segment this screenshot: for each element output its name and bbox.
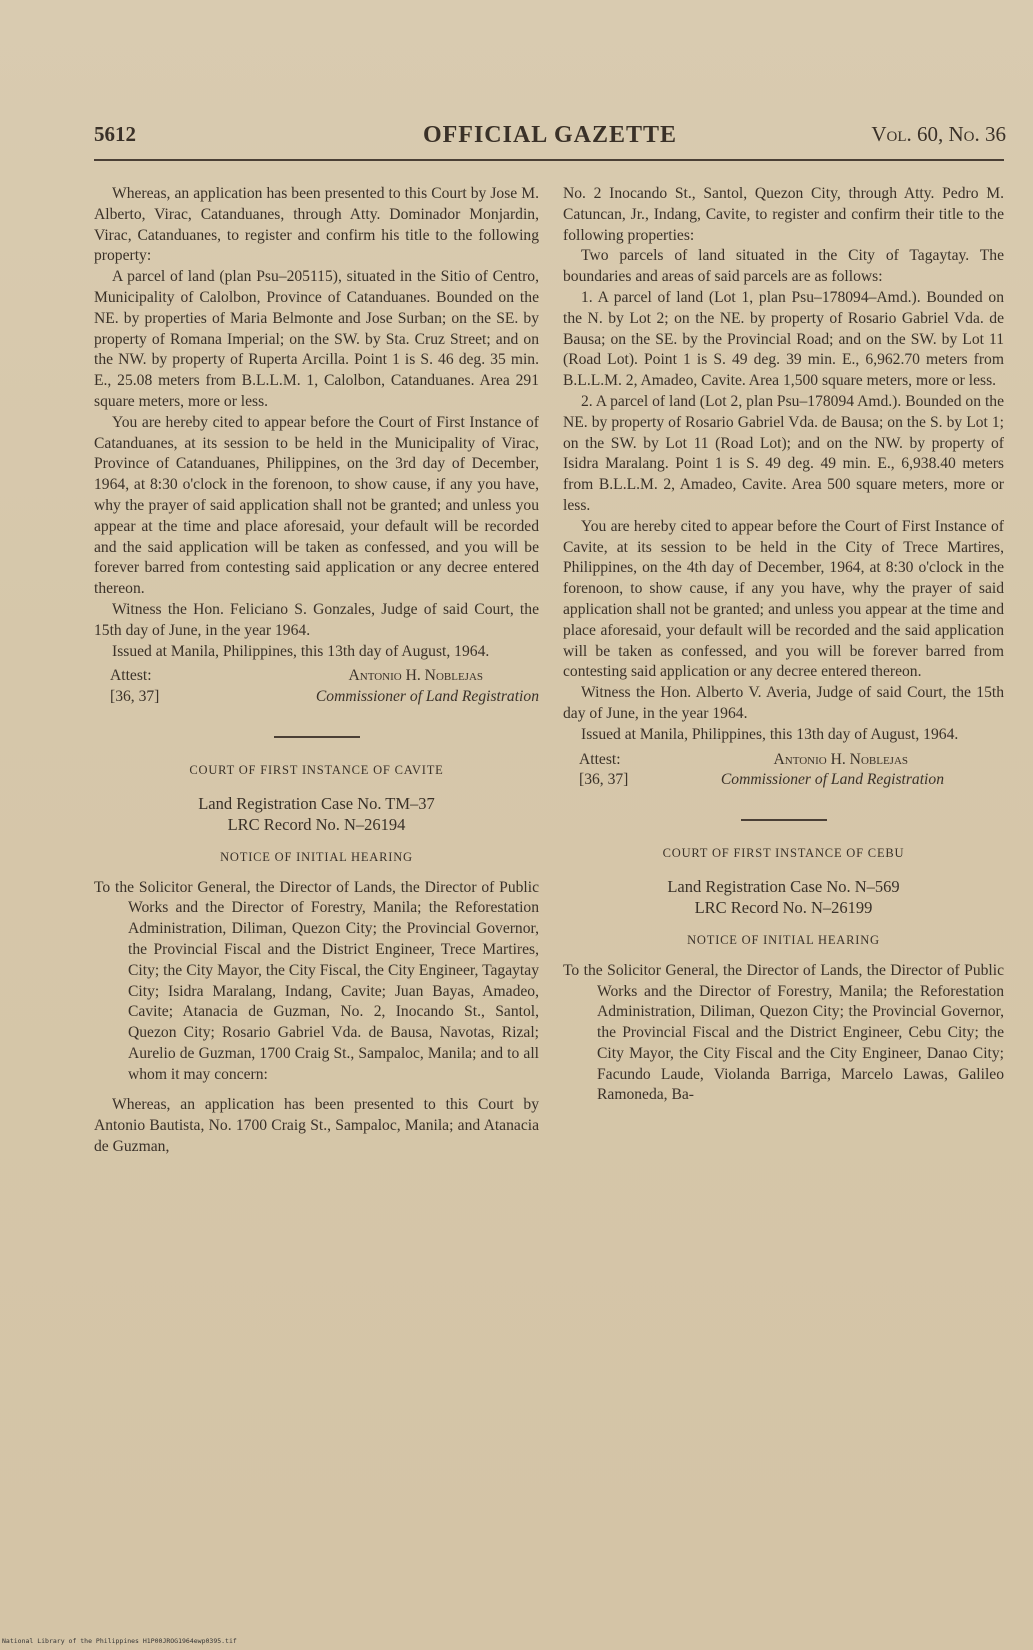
case-number: Land Registration Case No. TM–37 — [198, 793, 435, 813]
attest-ref: [36, 37] — [110, 688, 160, 706]
page-number: 5612 — [94, 122, 136, 146]
record-number: LRC Record No. N–26199 — [694, 897, 873, 917]
volume-number: Vol. 60, No. 36 — [871, 122, 1006, 146]
paragraph: Witness the Hon. Alberto V. Averia, Judge of said Court, the 15th day of June, in the year 1964. — [563, 684, 1004, 722]
section-divider — [274, 736, 360, 738]
paragraph: You are hereby cited to appear before the Court of First Instance of Catanduanes, at its session to be held in the Municipality of Virac, Province of Catanduanes, Philippines, on the 3rd day of December, 1964, at 8:30 o'clock in the forenoon, to show cause, if any you have, why the prayer of said application shall not be granted; and unless you appear at the time and place aforesaid, your default will be recorded and the said application will be taken as confessed, and you will be forever barred from contesting said application or any decree entered thereon. — [94, 413, 539, 598]
paragraph: You are hereby cited to appear before the Court of First Instance of Cavite, at its session to be held in the City of Trece Martires, Philippines, on the 4th day of December, 1964, at 8:30 o'clock in the forenoon, to show cause, if any you have, why the prayer of said application shall not be granted; and unless you appear at the time and place aforesaid, your default will be recorded and the said application will be taken as confessed, and you will be forever barred from contesting said application or any decree entered thereon. — [563, 517, 1004, 681]
attest-label: Attest: — [110, 667, 152, 685]
attestation — [563, 750, 1004, 792]
page-header — [94, 122, 1006, 152]
case-number: Land Registration Case No. N–569 — [667, 876, 900, 896]
paragraph: Whereas, an application has been presented to this Court by Antonio Bautista, No. 1700 Craig St., Sampaloc, Manila; and Atanacia de Guzman, — [94, 1096, 539, 1156]
paragraph: Whereas, an application has been presented to this Court by Jose M. Alberto, Virac, Catanduanes, through Atty. Dominador Monjardin, Virac, Catanduanes, to register and confirm his title to the following property: — [94, 185, 539, 265]
header-rule — [94, 159, 1004, 161]
paragraph: Issued at Manila, Philippines, this 13th day of August, 1964. — [112, 642, 490, 660]
attestation — [94, 666, 539, 708]
attest-title: Commissioner of Land Registration — [315, 688, 539, 706]
paragraph: Issued at Manila, Philippines, this 13th day of August, 1964. — [581, 725, 959, 743]
attest-title: Commissioner of Land Registration — [720, 771, 944, 789]
court-heading: COURT OF FIRST INSTANCE OF CEBU — [662, 846, 905, 861]
paragraph: Two parcels of land situated in the City of Tagaytay. The boundaries and areas of said parcels are as follows: — [563, 247, 1004, 286]
paragraph: Witness the Hon. Feliciano S. Gonzales, Judge of said Court, the 15th day of June, in the year 1964. — [94, 600, 539, 639]
attest-label: Attest: — [579, 750, 621, 768]
paragraph: 1. A parcel of land (Lot 1, plan Psu–178094–Amd.). Bounded on the N. by Lot 2; on the NE. by property of Rosario Gabriel Vda. de Bausa; on the SE. by the Provincial Road; and on the SW. by Lot 11 (Road Lot). Point 1 is S. 49 deg. 39 min. E., 6,962.70 meters from B.L.L.M. 2, Amadeo, Cavite. Area 1,500 square meters, more or less. — [563, 288, 1004, 390]
publication-title: OFFICIAL GAZETTE — [422, 122, 678, 148]
left-column — [94, 184, 539, 1158]
notice-heading: NOTICE OF INITIAL HEARING — [220, 849, 413, 864]
notice-heading: NOTICE OF INITIAL HEARING — [687, 932, 880, 947]
attest-ref: [36, 37] — [579, 771, 629, 789]
attest-name: Antonio H. Noblejas — [773, 750, 908, 768]
paragraph: A parcel of land (plan Psu–205115), situated in the Sitio of Centro, Municipality of Calolbon, Province of Catanduanes. Bounded on the NE. by properties of Maria Belmonte and Jose Surban; on the SE. by property of Romana Imperial; on the SW. by Sta. Cruz Street; and on the NW. by property of Ruperta Arcilla. Point 1 is S. 46 deg. 35 min. E., 25.08 meters from B.L.L.M. 1, Calolbon, Catanduanes. Area 291 square meters, more or less. — [94, 268, 539, 410]
paragraph: 2. A parcel of land (Lot 2, plan Psu–178094 Amd.). Bounded on the NE. by property of Rosario Gabriel Vda. de Bausa; on the S. by Lot 1; on the SW. by Lot 11 (Road Lot); and on the NW. by property of Isidra Maralang. Point 1 is S. 49 deg. 49 min. E., 6,938.40 meters from B.L.L.M. 2, Amadeo, Cavite. Area 500 square meters, more or less. — [563, 392, 1004, 514]
section-divider — [741, 819, 827, 821]
addressee-list: To the Solicitor General, the Director of Lands, the Director of Public Works and the Director of Forestry, Manila; the Reforestation Administration, Diliman, Quezon City; the Provincial Governor, the Provincial Fiscal and the District Engineer, Cebu City; the City Mayor, the City Fiscal and the City Engineer, Danao City; Facundo Laude, Violanda Barriga, Marcelo Lawas, Galileo Ramoneda, Ba- — [563, 961, 1004, 1104]
scan-footer: National Library of the Philippines H1P00JROG1964ewp0395.tif — [2, 1637, 237, 1645]
paragraph: No. 2 Inocando St., Santol, Quezon City, through Atty. Pedro M. Catuncan, Jr., Indang, Cavite, to register and confirm their title to the following properties: — [563, 185, 1004, 244]
addressee-list: To the Solicitor General, the Director of Lands, the Director of Public Works and the Director of Forestry, Manila; the Reforestation Administration, Diliman, Quezon City; the Provincial Governor, the Provincial Fiscal and the District Engineer, Trece Martires, City; the City Mayor, the City Fiscal, the City Engineer, Tagaytay City; Isidra Maralang, Indang, Cavite; Juan Bayas, Amadeo, Cavite; Atanacia de Guzman, No. 2, Inocando St., Santol, Quezon City; Rosario Gabriel Vda. de Bausa, Navotas, Rizal; Aurelio de Guzman, 1700 Craig St., Sampaloc, Manila; and to all whom it may concern: — [94, 878, 539, 1083]
attest-name: Antonio H. Noblejas — [348, 667, 483, 685]
court-heading: COURT OF FIRST INSTANCE OF CAVITE — [189, 762, 444, 777]
record-number: LRC Record No. N–26194 — [227, 814, 406, 834]
right-column — [563, 184, 1004, 1116]
